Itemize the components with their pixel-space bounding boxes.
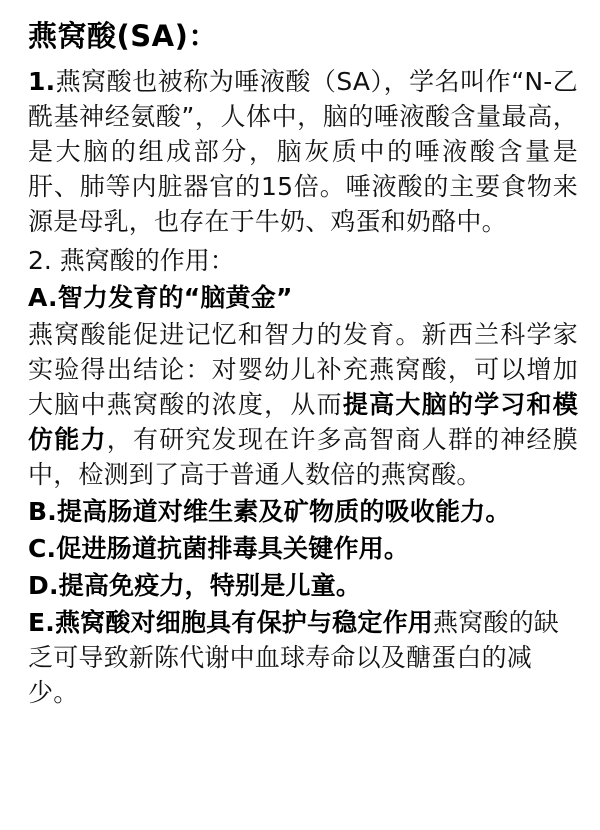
item-a-heading-text: 智力发育的“脑黄金” (57, 283, 293, 313)
item-d-heading (28, 568, 578, 603)
item-a-body (28, 317, 578, 492)
item-c-label: C. (28, 534, 57, 564)
item-a-body-emphasis: 提高大脑的学习和模仿能力 (28, 390, 578, 455)
item-e-block (28, 605, 578, 710)
item-a-body-part-one: 燕窝酸能促进记忆和智力的发育。新西兰科学家实验得出结论：对婴幼儿补充燕窝酸，可以增加大脑中燕窝酸的浓度，从而 (28, 320, 578, 420)
item-a-heading (28, 280, 578, 315)
item-c-heading (28, 531, 578, 566)
item-d-heading-text: 提高免疫力，特别是儿童。 (58, 571, 362, 601)
paragraph-one-marker: 1. (28, 67, 56, 97)
item-a-body-part-two: ，有研究发现在许多高智商人群的神经膜中，检测到了高于普通人数倍的燕窝酸。 (28, 425, 578, 490)
paragraph-one-text: 燕窝酸也被称为唾液酸（SA），学名叫作“N-乙酰基神经氨酸”，人体中，脑的唾液酸含量最高，是大脑的组成部分，脑灰质中的唾液酸含量是肝、肺等内脏器官的15倍。唾液酸的主要食物来源是母乳，也存在于牛奶、鸡蛋和奶酪中。 (28, 67, 578, 237)
item-e-body: 燕窝酸的缺乏可导致新陈代谢中血球寿命以及醣蛋白的减少。 (28, 608, 560, 708)
item-c-heading-text: 促进肠道抗菌排毒具关键作用。 (56, 534, 410, 564)
page-title: 燕窝酸(SA)： (28, 19, 218, 53)
item-b-label: B. (28, 497, 57, 527)
item-b-heading-text: 提高肠道对维生素及矿物质的吸收能力。 (56, 497, 511, 527)
item-b-heading (28, 494, 578, 529)
paragraph-one (28, 64, 578, 239)
item-e-label: E. (28, 608, 55, 638)
item-d-label: D. (28, 571, 59, 601)
section-two-heading: 2. 燕窝酸的作用： (28, 246, 235, 276)
item-a-label: A. (28, 283, 58, 313)
item-e-heading-text: 燕窝酸对细胞具有保护与稳定作用 (54, 608, 433, 638)
